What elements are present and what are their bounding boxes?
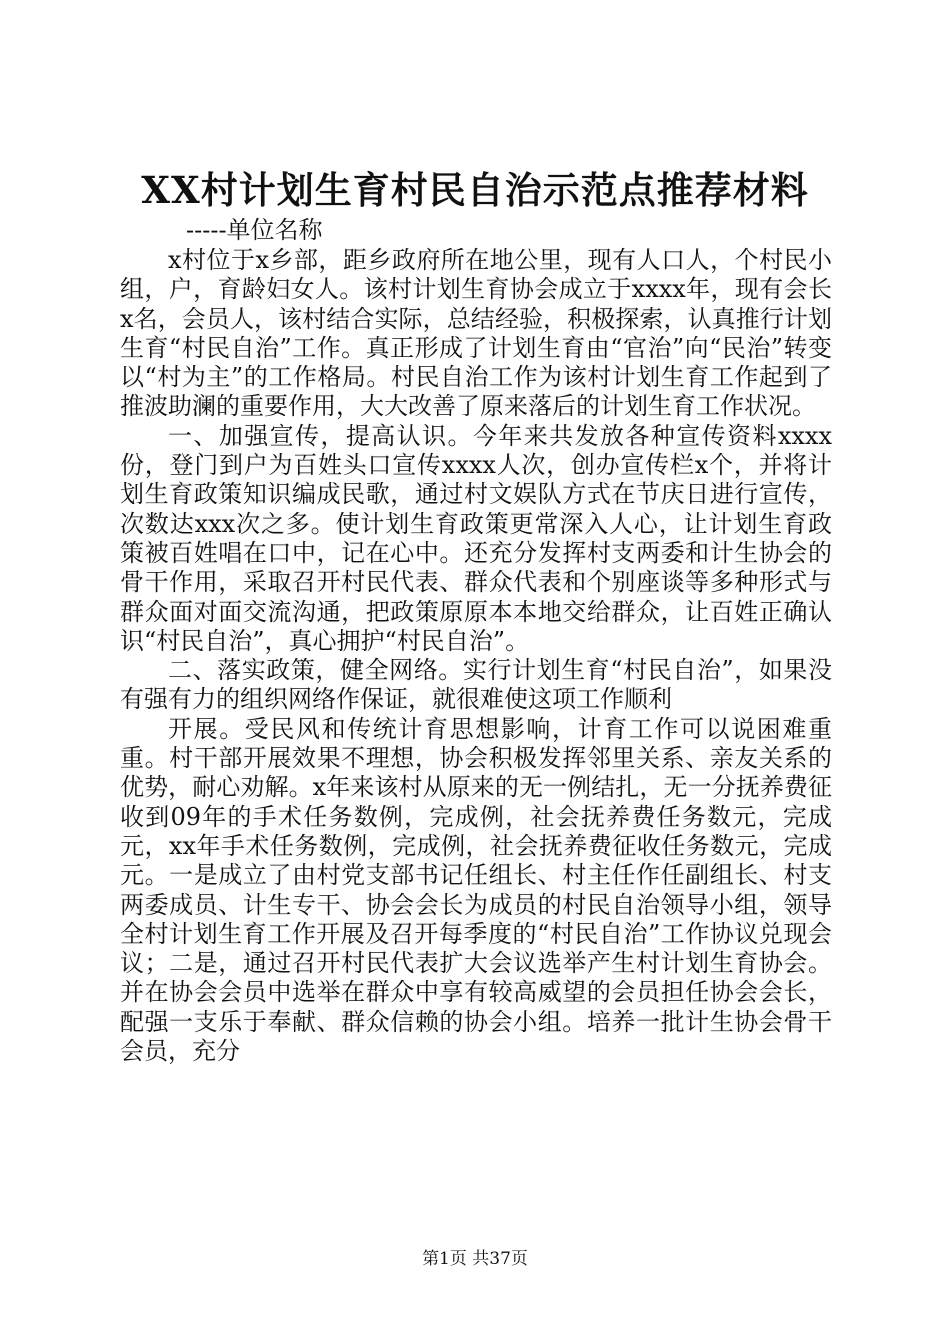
- paragraph-intro: x村位于x乡部，距乡政府所在地公里，现有人口人，个村民小组，户，育龄妇女人。该村计划生育协会成立于xxxx年，现有会长x名，会员人，该村结合实际，总结经验，积极探索，认真推行计划生育“村民自治”工作。真正形成了计划生育由“官治”向“民治”转变以“村为主”的工作格局。村民自治工作为该村计划生育工作起到了推波助澜的重要作用，大大改善了原来落后的计划生育工作状况。: [120, 246, 832, 421]
- document-body: [120, 246, 832, 1066]
- author-line: -----单位名称: [186, 216, 323, 244]
- paragraph-section-2: 二、落实政策，健全网络。实行计划生育“村民自治”，如果没有强有力的组织网络作保证，就很难使这项工作顺利: [120, 656, 832, 714]
- paragraph-section-1: 一、加强宣传，提高认识。今年来共发放各种宣传资料xxxx份，登门到户为百姓头口宣传xxxx人次，创办宣传栏x个，并将计划生育政策知识编成民歌，通过村文娱队方式在节庆日进行宣传，次数达xxx次之多。使计划生育政策更常深入人心，让计划生育政策被百姓唱在口中，记在心中。还充分发挥村支两委和计生协会的骨干作用，采取召开村民代表、群众代表和个别座谈等多种形式与群众面对面交流沟通，把政策原原本本地交给群众，让百姓正确认识“村民自治”，真心拥护“村民自治”。: [120, 421, 832, 655]
- paragraph-section-2-continued: 开展。受民风和传统计育思想影响，计育工作可以说困难重重。村干部开展效果不理想，协会积极发挥邻里关系、亲友关系的优势，耐心劝解。x年来该村从原来的无一例结扎，无一分抚养费征收到09年的手术任务数例，完成例，社会抚养费任务数元，完成元，xx年手术任务数例，完成例，社会抚养费征收任务数元，完成元。一是成立了由村党支部书记任组长、村主任作任副组长、村支两委成员、计生专干、协会会长为成员的村民自治领导小组，领导全村计划生育工作开展及召开每季度的“村民自治”工作协议兑现会议；二是，通过召开村民代表扩大会议选举产生村计划生育协会。并在协会会员中选举在群众中享有较高威望的会员担任协会会长，配强一支乐于奉献、群众信赖的协会小组。培养一批计生协会骨干会员，充分: [120, 714, 832, 1066]
- page-footer: 第1页 共37页: [422, 1249, 528, 1269]
- document-title: XX村计划生育村民自治示范点推荐材料: [141, 168, 809, 212]
